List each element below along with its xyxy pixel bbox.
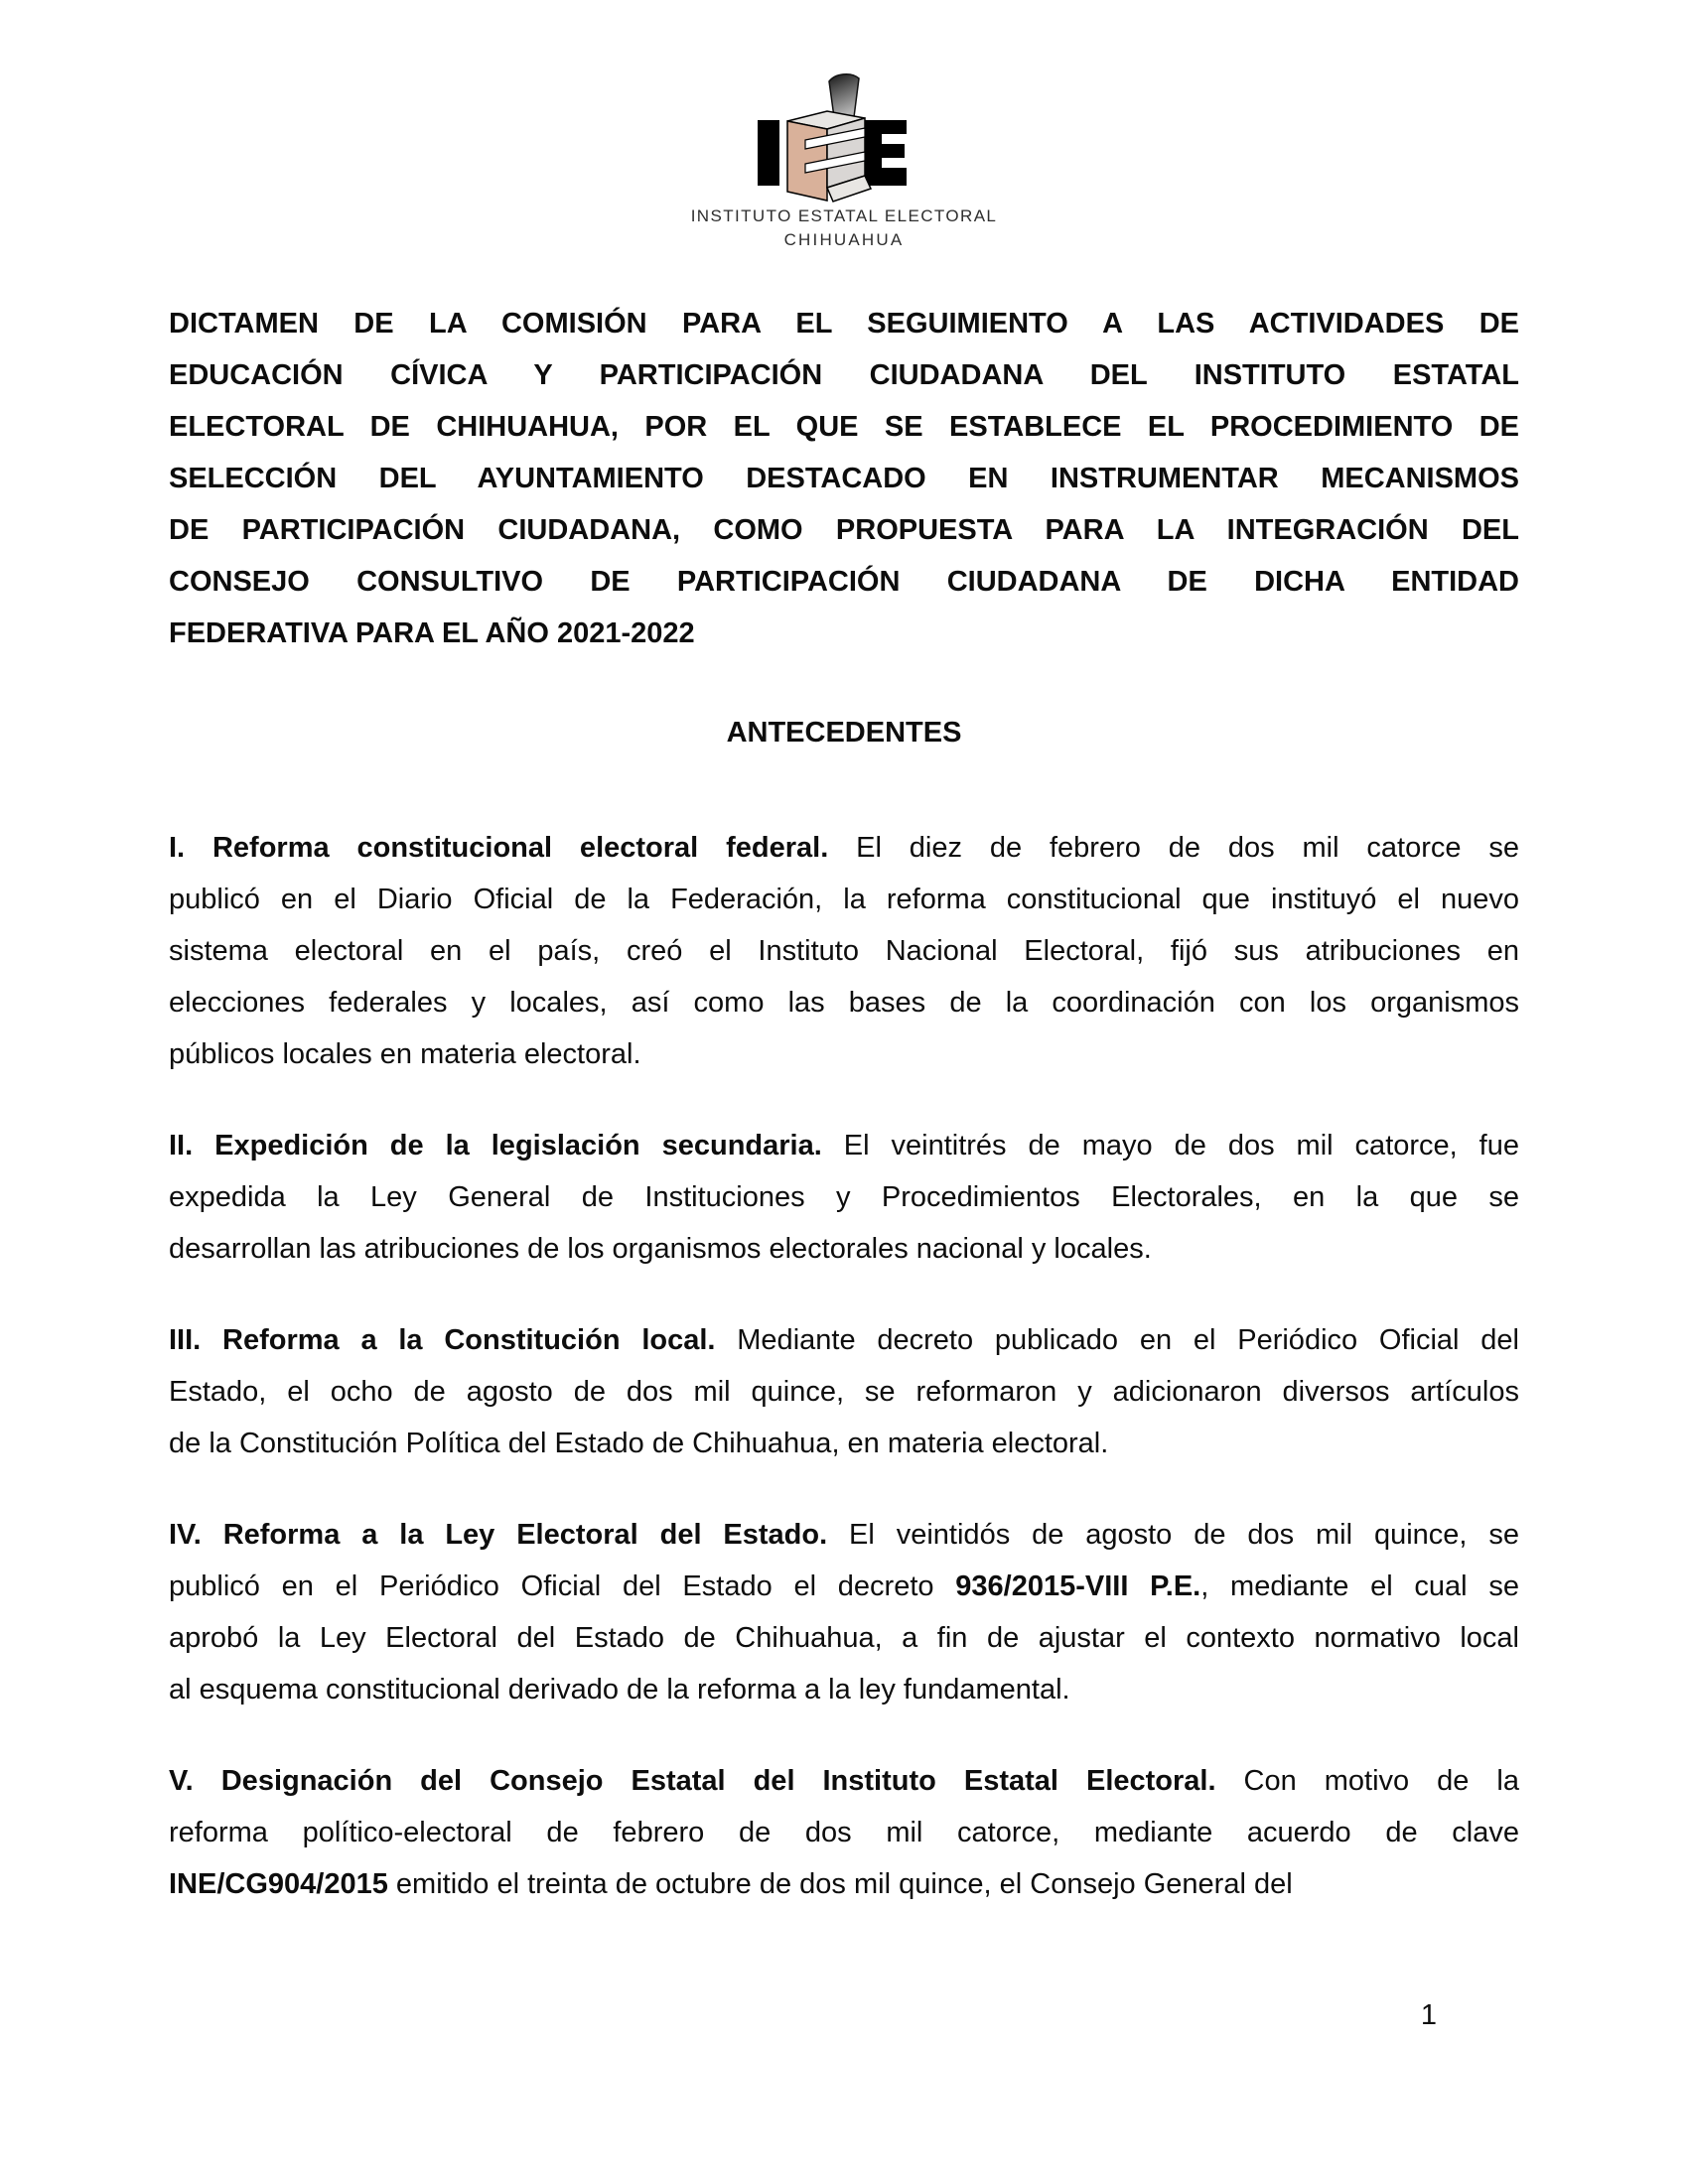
iee-ballot-box-logo-icon <box>750 71 938 205</box>
page-number: 1 <box>1420 1999 1438 2031</box>
paragraph-antecedente-4 <box>169 1509 1519 1715</box>
text-line: SELECCIÓN DEL AYUNTAMIENTO DESTACADO EN INSTRUMENTAR MECANISMOS <box>169 463 1519 494</box>
paragraph-antecedente-3 <box>169 1314 1519 1469</box>
text-line: II. Expedición de la legislación secundaria. El veintitrés de mayo de dos mil catorce, fue <box>169 1130 1519 1161</box>
logo-block <box>0 71 1688 252</box>
text-line: aprobó la Ley Electoral del Estado de Chihuahua, a fin de ajustar el contexto normativo local <box>169 1622 1519 1654</box>
text-line: ELECTORAL DE CHIHUAHUA, POR EL QUE SE ESTABLECE EL PROCEDIMIENTO DE <box>169 411 1519 443</box>
text-line: al esquema constitucional derivado de la reforma a la ley fundamental. <box>169 1674 1070 1706</box>
institution-location: CHIHUAHUA <box>783 230 905 249</box>
institution-text <box>0 204 1688 252</box>
paragraph-antecedente-1 <box>169 822 1519 1080</box>
document-title <box>169 298 1519 659</box>
text-line: reforma político-electoral de febrero de dos mil catorce, mediante acuerdo de clave <box>169 1817 1519 1848</box>
text-line: FEDERATIVA PARA EL AÑO 2021-2022 <box>169 617 695 649</box>
text-line: expedida la Ley General de Instituciones y Procedimientos Electorales, en la que se <box>169 1181 1519 1213</box>
text-line: CONSEJO CONSULTIVO DE PARTICIPACIÓN CIUDADANA DE DICHA ENTIDAD <box>169 566 1519 598</box>
paragraph-antecedente-2 <box>169 1120 1519 1275</box>
text-line: V. Designación del Consejo Estatal del Instituto Estatal Electoral. Con motivo de la <box>169 1765 1519 1797</box>
text-line: sistema electoral en el país, creó el Instituto Nacional Electoral, fijó sus atribuciones en <box>169 935 1519 967</box>
text-line: públicos locales en materia electoral. <box>169 1038 641 1070</box>
institution-name: INSTITUTO ESTATAL ELECTORAL <box>690 206 998 225</box>
text-line: de la Constitución Política del Estado de Chihuahua, en materia electoral. <box>169 1428 1109 1459</box>
text-line: EDUCACIÓN CÍVICA Y PARTICIPACIÓN CIUDADANA DEL INSTITUTO ESTATAL <box>169 359 1519 391</box>
text-line: desarrollan las atribuciones de los organismos electorales nacional y locales. <box>169 1233 1152 1265</box>
text-line: elecciones federales y locales, así como las bases de la coordinación con los organismos <box>169 987 1519 1019</box>
paragraph-antecedente-5 <box>169 1755 1519 1910</box>
text-line: publicó en el Diario Oficial de la Federación, la reforma constitucional que instituyó el nuevo <box>169 884 1519 915</box>
text-line: INE/CG904/2015 emitido el treinta de octubre de dos mil quince, el Consejo General del <box>169 1868 1293 1900</box>
text-line: publicó en el Periódico Oficial del Estado el decreto 936/2015-VIII P.E., mediante el cual se <box>169 1570 1519 1602</box>
text-line: Estado, el ocho de agosto de dos mil quince, se reformaron y adicionaron diversos artículos <box>169 1376 1519 1408</box>
text-line: I. Reforma constitucional electoral federal. El diez de febrero de dos mil catorce se <box>169 832 1519 864</box>
text-line: DICTAMEN DE LA COMISIÓN PARA EL SEGUIMIENTO A LAS ACTIVIDADES DE <box>169 308 1519 340</box>
antecedentes-heading: ANTECEDENTES <box>726 717 962 749</box>
text-line: DE PARTICIPACIÓN CIUDADANA, COMO PROPUESTA PARA LA INTEGRACIÓN DEL <box>169 514 1519 546</box>
text-line: III. Reforma a la Constitución local. Mediante decreto publicado en el Periódico Oficial del <box>169 1324 1519 1356</box>
text-line: IV. Reforma a la Ley Electoral del Estado. El veintidós de agosto de dos mil quince, se <box>169 1519 1519 1551</box>
document-body <box>169 822 1519 1950</box>
